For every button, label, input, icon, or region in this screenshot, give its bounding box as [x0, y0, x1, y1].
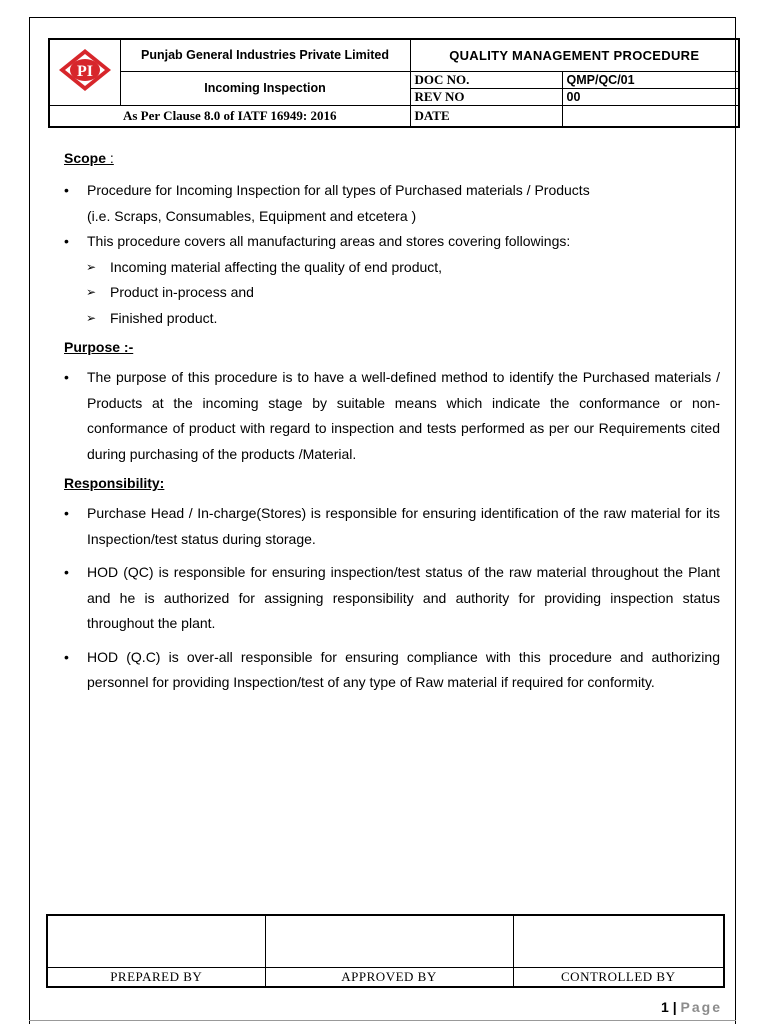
arrow-bullet-icon: ➢	[86, 285, 97, 299]
document-title: Incoming Inspection	[120, 71, 410, 105]
page-number: 1 | Page	[661, 999, 722, 1015]
document-header-table	[48, 38, 740, 128]
responsibility-bullet-3: • HOD (Q.C) is over-all responsible for ensuring compliance with this procedure and authorizing personnel for providing Inspection/test of any type of Raw material if required for conformity.	[64, 645, 720, 696]
document-body	[64, 150, 720, 696]
scope-bullet-2: • This procedure covers all manufacturing areas and stores covering followings:	[64, 229, 720, 255]
bullet-dot-icon: •	[64, 505, 69, 521]
responsibility-bullet-1: • Purchase Head / In-charge(Stores) is responsible for ensuring identification of the raw material for its Inspection/test status during storage.	[64, 501, 720, 552]
controlled-by-signature	[513, 915, 724, 967]
clause-reference: As Per Clause 8.0 of IATF 16949: 2016	[49, 105, 410, 127]
responsibility-heading: Responsibility:	[64, 475, 165, 491]
arrow-bullet-icon: ➢	[86, 259, 97, 274]
scope-sub-item: ➢ Incoming material affecting the quality of end product,	[64, 255, 720, 281]
doc-no-value: QMP/QC/01	[562, 71, 739, 88]
scope-sub-item: ➢ Finished product.	[64, 306, 720, 332]
bullet-dot-icon: •	[64, 233, 69, 249]
controlled-by-label: CONTROLLED BY	[513, 967, 724, 987]
bullet-dot-icon: •	[64, 564, 69, 580]
company-logo-cell	[49, 39, 120, 105]
bullet-dot-icon: •	[64, 648, 69, 665]
approved-by-label: APPROVED BY	[265, 967, 513, 987]
signoff-table	[46, 914, 725, 988]
purpose-heading: Purpose :-	[64, 339, 134, 355]
approved-by-signature	[265, 915, 513, 967]
scope-sub-item: ➢ Product in-process and	[64, 280, 720, 306]
scope-bullet-1: • Procedure for Incoming Inspection for all types of Purchased materials / Products (i.e. Scraps, Consumables, Equipment and etcetera )	[64, 178, 720, 229]
bullet-dot-icon: •	[64, 369, 69, 385]
prepared-by-signature	[47, 915, 265, 967]
arrow-bullet-icon: ➢	[86, 310, 97, 325]
scope-section	[64, 150, 720, 166]
date-value	[562, 105, 739, 127]
rev-no-value: 00	[562, 88, 739, 105]
procedure-title: QUALITY MANAGEMENT PROCEDURE	[410, 39, 739, 71]
footer-rule	[29, 1020, 736, 1021]
responsibility-bullet-2: • HOD (QC) is responsible for ensuring inspection/test status of the raw material throughout the Plant and he is authorized for assigning responsibility and authority for providing inspection status throughout the plant.	[64, 560, 720, 637]
purpose-bullet: • The purpose of this procedure is to have a well-defined method to identify the Purchased materials / Products at the incoming stage by suitable means which indicate the conformance or non-conformance of product with regard to inspection and tests performed as per our Requirements cited during purchasing of the products /Material.	[64, 365, 720, 467]
rev-no-label: REV NO	[410, 88, 562, 105]
prepared-by-label: PREPARED BY	[47, 967, 265, 987]
scope-heading: Scope :	[64, 150, 114, 166]
company-name: Punjab General Industries Private Limited	[120, 39, 410, 71]
date-label: DATE	[410, 105, 562, 127]
doc-no-label: DOC NO.	[410, 71, 562, 88]
pi-logo	[57, 47, 113, 93]
bullet-dot-icon: •	[64, 182, 69, 198]
logo-text: PI	[76, 62, 93, 80]
